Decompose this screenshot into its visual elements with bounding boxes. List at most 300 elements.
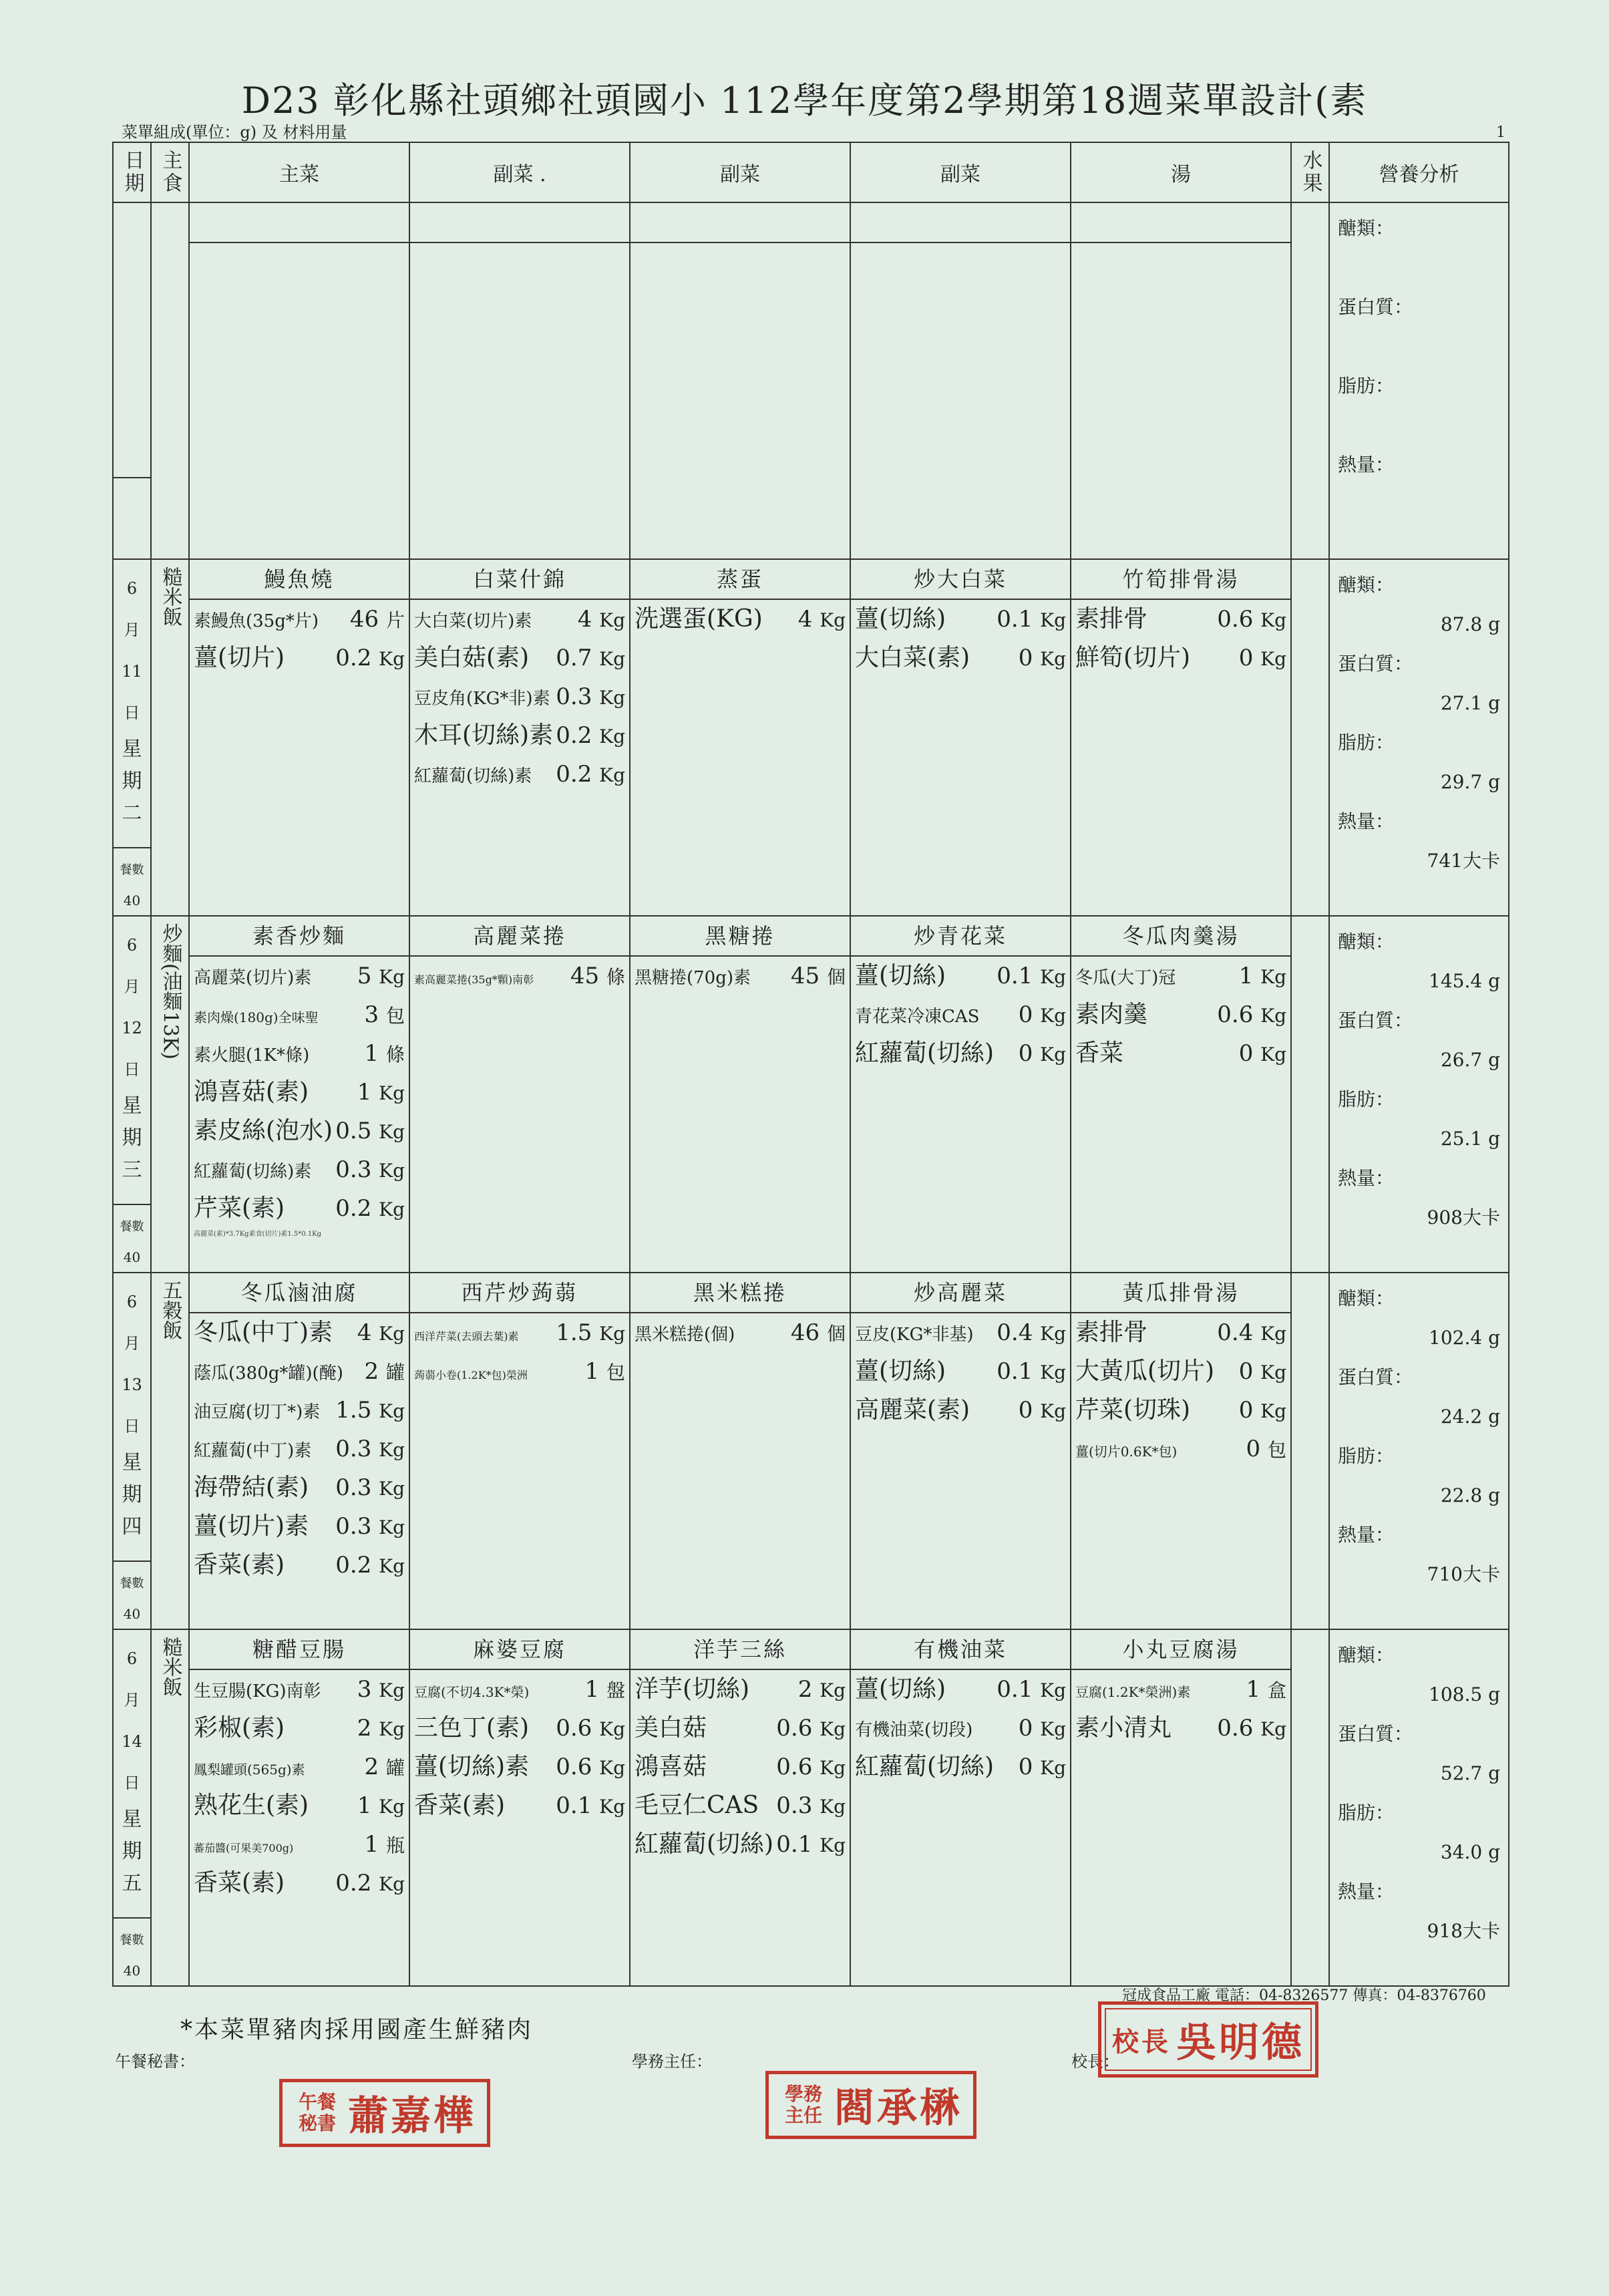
fruit-cell [1291, 559, 1329, 916]
ingredient-name: 美白菇 [635, 1714, 707, 1742]
ingredient-name: 紅蘿蔔(切絲) [855, 1753, 995, 1780]
ingredient-name: 冬瓜(中丁)素 [194, 1319, 333, 1346]
meal-count: 40 [123, 892, 141, 909]
ingredient-qty: 0 Kg [1238, 645, 1286, 671]
ingredient-row [190, 995, 409, 1034]
date-day-unit: 日 [124, 703, 140, 722]
ingredient-name: 紅蘿蔔(切絲) [635, 1830, 774, 1858]
ingredient-qty: 0.6 Kg [776, 1715, 846, 1742]
ingredient-name: 蒟蒻小卷(1.2K*包)榮洲 [414, 1369, 528, 1381]
principal-label: 校長： [1071, 2052, 1119, 2071]
ingredient-qty: 1 條 [364, 1040, 405, 1067]
ingredient-row [631, 957, 850, 995]
ingredient-qty: 2 Kg [357, 1715, 405, 1742]
ingredient-qty: 0.5 Kg [335, 1118, 405, 1144]
ingredient-row [190, 1825, 409, 1864]
nutrition-protein-label: 蛋白質： [1338, 1366, 1413, 1388]
dish-name: 炒高麗菜 [851, 1273, 1070, 1313]
ingredient-row [851, 1391, 1070, 1430]
side3-cell [850, 1273, 1071, 1629]
ingredient-name: 薑(切片)素 [194, 1512, 309, 1540]
ingredient-row [190, 600, 409, 639]
ingredient-qty: 0.1 Kg [997, 963, 1066, 989]
page-number: 1 [1496, 124, 1505, 141]
ingredient-qty: 0.3 Kg [335, 1513, 405, 1540]
ingredient-name: 素肉羹 [1075, 1001, 1148, 1028]
ingredient-row [1071, 1391, 1290, 1430]
ingredient-row [190, 1864, 409, 1903]
ingredient-row [851, 600, 1070, 639]
ingredient-row [631, 1313, 850, 1352]
header-soup: 湯 [1071, 142, 1291, 202]
ingredient-qty: 4 Kg [577, 606, 625, 633]
date-day-unit: 日 [124, 1060, 140, 1079]
nutrition-fat-label: 脂肪： [1338, 1802, 1395, 1824]
meal-count: 40 [123, 1606, 141, 1622]
weekday: 星 期 五 [122, 1808, 142, 1895]
ingredient-row [190, 1709, 409, 1748]
nutrition-protein-label: 蛋白質： [1338, 296, 1413, 318]
header-side1: 副菜 . [409, 142, 630, 202]
date-day: 13 [122, 1375, 142, 1394]
staple-name: 糙米飯 [158, 566, 182, 627]
ingredient-qty: 0.2 Kg [556, 761, 625, 788]
date-month-unit: 月 [124, 977, 140, 996]
date-month-unit: 月 [124, 621, 140, 639]
nutrition-carbs-value: 87.8 g [1440, 613, 1500, 635]
ingredient-row [1071, 1034, 1290, 1073]
dish-name: 黃瓜排骨湯 [1071, 1273, 1290, 1313]
nutrition-carbs-value: 102.4 g [1429, 1327, 1500, 1349]
meal-count-label: 餐數 [120, 1220, 144, 1234]
staple-cell [151, 559, 189, 916]
dish-name: 黑米糕捲 [631, 1273, 850, 1313]
weekday: 星 期 四 [122, 1451, 142, 1538]
nutrition-cell [1329, 559, 1509, 916]
principal-stamp: 校長 吳明德 [1098, 2001, 1318, 2078]
ingredient-qty: 0.6 Kg [1217, 1715, 1286, 1742]
side2-cell [630, 1273, 850, 1629]
ingredient-qty: 0.3 Kg [556, 683, 625, 710]
ingredient-row [410, 957, 629, 995]
nutrition-fat-value: 22.8 g [1440, 1484, 1500, 1506]
date-month: 6 [126, 579, 138, 598]
ingredient-row [1071, 639, 1290, 677]
nutrition-cell [1329, 1629, 1509, 1986]
director-stamp: 學務主任 閻承楙 [765, 2071, 976, 2139]
nutrition-carbs-value: 145.4 g [1429, 970, 1500, 992]
nutrition-protein-label: 蛋白質： [1338, 653, 1413, 675]
ingredient-row [1071, 995, 1290, 1034]
ingredient-name: 大白菜(素) [855, 644, 970, 671]
ingredient-name: 素火腿(1K*條) [194, 1045, 310, 1065]
nutrition-fat-label: 脂肪： [1338, 375, 1395, 397]
ingredient-qty: 0.1 Kg [997, 1676, 1066, 1703]
nutrition-carbs-label: 醣類： [1338, 931, 1395, 953]
ingredient-name: 木耳(切絲)素 [414, 721, 554, 749]
ingredient-name: 黑糖捲(70g)素 [635, 968, 751, 988]
date-day-unit: 日 [124, 1774, 140, 1792]
ingredient-name: 毛豆仁CAS [635, 1792, 759, 1819]
ingredient-qty: 1 Kg [357, 1792, 405, 1819]
side2-cell [630, 559, 850, 916]
ingredient-row [410, 1352, 629, 1391]
nutrition-cell [1329, 202, 1509, 559]
date-cell [113, 1629, 151, 1986]
dish-name: 素香炒麵 [190, 917, 409, 957]
ingredient-row [1071, 1709, 1290, 1748]
ingredient-qty: 0.4 Kg [1217, 1319, 1286, 1346]
menu-table [112, 142, 1509, 1987]
pork-note: *本菜單豬肉採用國產生鮮豬肉 [180, 2016, 534, 2043]
nutrition-cell [1329, 916, 1509, 1273]
ingredient-name: 冬瓜(大丁)冠 [1075, 968, 1176, 988]
nutrition-fat-label: 脂肪： [1338, 731, 1395, 754]
ingredient-name: 香菜(素) [194, 1869, 285, 1897]
ingredient-qty: 0.1 Kg [997, 1358, 1066, 1385]
ingredient-name: 薑(切絲)素 [414, 1753, 530, 1780]
ingredient-name: 紅蘿蔔(切絲) [855, 1039, 995, 1067]
staple-cell [151, 1629, 189, 1986]
ingredient-name: 薑(切絲) [855, 605, 946, 633]
date-cell [113, 916, 151, 1273]
header-main: 主菜 [189, 142, 409, 202]
nutrition-protein-value: 52.7 g [1440, 1762, 1500, 1784]
date-cell [113, 1273, 151, 1629]
ingredient-qty: 1 Kg [1238, 963, 1286, 989]
ingredient-qty: 0.3 Kg [335, 1156, 405, 1183]
ingredient-qty: 3 包 [364, 1001, 405, 1028]
ingredient-name: 紅蘿蔔(中丁)素 [194, 1441, 312, 1461]
nutrition-carbs-value: 108.5 g [1429, 1683, 1500, 1705]
meal-count-label: 餐數 [120, 863, 144, 877]
ingredient-name: 素皮絲(泡水) [194, 1117, 333, 1144]
side1-cell [409, 1273, 630, 1629]
dish-name: 蒸蛋 [631, 560, 850, 600]
ingredient-name: 生豆腸(KG)南彰 [194, 1681, 321, 1701]
side3-cell [850, 916, 1071, 1273]
ingredient-name: 香菜 [1075, 1039, 1124, 1067]
side3-cell [850, 1629, 1071, 1986]
ingredient-row [631, 1825, 850, 1864]
ingredient-row [190, 1112, 409, 1150]
ingredient-row [190, 1430, 409, 1468]
ingredient-row [1071, 957, 1290, 995]
ingredient-row [410, 639, 629, 677]
ingredient-name: 豆腐(不切4.3K*榮) [414, 1684, 530, 1700]
dish-name: 高麗菜捲 [410, 917, 629, 957]
ingredient-name: 薑(切絲) [855, 1357, 946, 1385]
date-day: 11 [122, 662, 142, 681]
header-side2: 副菜 [630, 142, 850, 202]
side1-cell [409, 202, 630, 559]
nutrition-carbs-label: 醣類： [1338, 574, 1395, 596]
ingredient-row [410, 716, 629, 755]
date-day: 14 [122, 1732, 142, 1751]
ingredient-name: 豆皮角(KG*非)素 [414, 689, 550, 709]
ingredient-qty: 2 罐 [364, 1358, 405, 1385]
ingredient-qty: 0.2 Kg [335, 645, 405, 671]
side3-cell [850, 559, 1071, 916]
ingredient-row [190, 1189, 409, 1228]
ingredient-note: 高麗菜(素)*3.7Kg素食(切片)素1.5*0.1Kg [194, 1231, 322, 1238]
ingredient-name: 蕃茄醬(可果美700g) [194, 1842, 294, 1854]
dish-name: 西芹炒蒟蒻 [410, 1273, 629, 1313]
ingredient-qty: 0.3 Kg [335, 1436, 405, 1462]
soup-cell [1071, 1629, 1291, 1986]
ingredient-qty: 46 個 [790, 1319, 846, 1346]
day-row [113, 916, 1509, 1273]
staple-name: 糙米飯 [158, 1637, 182, 1697]
nutrition-fat-value: 34.0 g [1440, 1841, 1500, 1863]
ingredient-name: 素鰻魚(35g*片) [194, 611, 319, 631]
date-month-unit: 月 [124, 1334, 140, 1353]
ingredient-qty: 3 Kg [357, 1676, 405, 1703]
ingredient-qty: 45 個 [790, 963, 846, 989]
date-month-unit: 月 [124, 1691, 140, 1709]
ingredient-row [1071, 1313, 1290, 1352]
ingredient-qty: 0.1 Kg [997, 606, 1066, 633]
ingredient-qty: 1 盒 [1246, 1676, 1286, 1703]
ingredient-row [1071, 600, 1290, 639]
dish-name: 白菜什錦 [410, 560, 629, 600]
nutrition-carbs-label: 醣類： [1338, 1287, 1395, 1309]
nutrition-protein-value: 24.2 g [1440, 1406, 1500, 1428]
ingredient-name: 黑米糕捲(個) [635, 1325, 735, 1345]
ingredient-qty: 0.2 Kg [335, 1870, 405, 1897]
fruit-cell [1291, 1273, 1329, 1629]
nutrition-calories-value: 908大卡 [1427, 1206, 1500, 1228]
ingredient-row [851, 1034, 1070, 1073]
ingredient-row [190, 1468, 409, 1507]
ingredient-name: 海帶結(素) [194, 1474, 309, 1501]
day-row [113, 1273, 1509, 1629]
day-row [113, 559, 1509, 916]
staple-cell [151, 1273, 189, 1629]
ingredient-qty: 0 Kg [1238, 1397, 1286, 1424]
ingredient-qty: 0 Kg [1018, 1040, 1066, 1067]
ingredient-row [190, 1507, 409, 1546]
dish-name: 有機油菜 [851, 1630, 1070, 1670]
ingredient-name: 豆腐(1.2K*榮洲)素 [1075, 1684, 1191, 1700]
soup-cell [1071, 202, 1291, 559]
ingredient-name: 素肉燥(180g)全味聖 [194, 1009, 319, 1025]
ingredient-qty: 0.2 Kg [335, 1195, 405, 1222]
ingredient-row [410, 1709, 629, 1748]
ingredient-qty: 0.1 Kg [776, 1831, 846, 1858]
dish-name: 洋芋三絲 [631, 1630, 850, 1670]
side2-cell [630, 202, 850, 559]
dish-name: 冬瓜滷油腐 [190, 1273, 409, 1313]
ingredient-row [851, 1352, 1070, 1391]
ingredient-row [190, 1786, 409, 1825]
nutrition-calories-label: 熱量： [1338, 810, 1395, 832]
ingredient-qty: 1 瓶 [364, 1831, 405, 1858]
side1-cell [409, 559, 630, 916]
ingredient-qty: 0.3 Kg [776, 1792, 846, 1819]
nutrition-fat-value: 25.1 g [1440, 1128, 1500, 1150]
nutrition-calories-value: 741大卡 [1427, 850, 1500, 872]
ingredient-qty: 4 Kg [797, 606, 846, 633]
date-month: 6 [126, 936, 138, 955]
nutrition-calories-value: 710大卡 [1427, 1563, 1500, 1585]
ingredient-name: 西洋芹菜(去頭去葉)素 [414, 1330, 519, 1343]
ingredient-row [190, 1546, 409, 1585]
nutrition-fat-value: 29.7 g [1440, 771, 1500, 793]
nutrition-calories-label: 熱量： [1338, 1167, 1395, 1189]
ingredient-row [631, 600, 850, 639]
ingredient-row [190, 1313, 409, 1352]
ingredient-name: 洋芋(切絲) [635, 1675, 750, 1703]
ingredient-name: 芹菜(素) [194, 1194, 285, 1222]
ingredient-name: 芹菜(切珠) [1075, 1396, 1191, 1424]
main-cell [189, 559, 409, 916]
ingredient-qty: 0 Kg [1018, 1001, 1066, 1028]
date-cell [113, 559, 151, 916]
ingredient-row [631, 1786, 850, 1825]
fruit-cell [1291, 202, 1329, 559]
ingredient-qty: 0.6 Kg [556, 1715, 625, 1742]
day-row [113, 1629, 1509, 1986]
ingredient-name: 鴻喜菇(素) [194, 1078, 309, 1106]
date-cell [113, 202, 151, 559]
ingredient-qty: 0 Kg [1018, 645, 1066, 671]
side1-cell [409, 1629, 630, 1986]
staple-name: 炒麵(油麵13K) [158, 923, 182, 1059]
ingredient-name: 油豆腐(切丁*)素 [194, 1402, 321, 1422]
ingredient-qty: 0.1 Kg [556, 1792, 625, 1819]
ingredient-qty: 0 Kg [1018, 1397, 1066, 1424]
ingredient-name: 三色丁(素) [414, 1714, 530, 1742]
dish-name: 黑糖捲 [631, 917, 850, 957]
fruit-cell [1291, 916, 1329, 1273]
subtitle: 菜單組成(單位：g) 及 材料用量 [122, 123, 347, 142]
staple-cell [151, 202, 189, 559]
ingredient-name: 熟花生(素) [194, 1792, 309, 1819]
ingredient-row [851, 957, 1070, 995]
ingredient-row [190, 1391, 409, 1430]
soup-cell [1071, 916, 1291, 1273]
ingredient-row [851, 639, 1070, 677]
ingredient-qty: 46 片 [349, 606, 405, 633]
ingredient-qty: 1 Kg [357, 1079, 405, 1106]
main-cell [189, 916, 409, 1273]
nutrition-fat-label: 脂肪： [1338, 1088, 1395, 1110]
ingredient-qty: 1 包 [584, 1358, 625, 1385]
ingredient-row [1071, 1430, 1290, 1468]
ingredient-name: 薑(切絲) [855, 1675, 946, 1703]
nutrition-fat-label: 脂肪： [1338, 1445, 1395, 1467]
ingredient-qty: 0.3 Kg [335, 1474, 405, 1501]
nutrition-protein-value: 26.7 g [1440, 1049, 1500, 1071]
ingredient-row [190, 1073, 409, 1112]
nutrition-calories-label: 熱量： [1338, 1524, 1395, 1546]
meal-count: 40 [123, 1249, 141, 1265]
ingredient-name: 豆皮(KG*非基) [855, 1325, 974, 1345]
dish-name: 鰻魚燒 [190, 560, 409, 600]
ingredient-qty: 0.6 Kg [1217, 1001, 1286, 1028]
ingredient-row [410, 677, 629, 716]
ingredient-name: 素排骨 [1075, 605, 1148, 633]
staple-cell [151, 916, 189, 1273]
side2-cell [630, 1629, 850, 1986]
ingredient-qty: 0.6 Kg [776, 1754, 846, 1780]
date-month: 6 [126, 1293, 138, 1311]
ingredient-qty: 4 Kg [357, 1319, 405, 1346]
side1-cell [409, 916, 630, 1273]
date-day: 12 [122, 1019, 142, 1037]
ingredient-name: 大黃瓜(切片) [1075, 1357, 1215, 1385]
ingredient-row [190, 1748, 409, 1786]
secretary-stamp: 午餐秘書 蕭嘉樺 [279, 2079, 490, 2147]
ingredient-row [851, 1748, 1070, 1786]
ingredient-row [190, 1670, 409, 1709]
ingredient-row [631, 1670, 850, 1709]
ingredient-name: 有機油菜(切段) [855, 1720, 973, 1740]
ingredient-name: 素小清丸 [1075, 1714, 1172, 1742]
director-label: 學務主任： [632, 2052, 712, 2071]
ingredient-name: 洗選蛋(KG) [635, 605, 763, 633]
ingredient-row [190, 1150, 409, 1189]
side2-cell [630, 916, 850, 1273]
dish-name: 炒青花菜 [851, 917, 1070, 957]
ingredient-row [851, 1709, 1070, 1748]
soup-cell [1071, 1273, 1291, 1629]
ingredient-row [410, 1748, 629, 1786]
ingredient-name: 蔭瓜(380g*罐)(醃) [194, 1363, 343, 1383]
ingredient-name: 紅蘿蔔(切絲)素 [194, 1162, 312, 1182]
ingredient-row [410, 1670, 629, 1709]
company-info: 冠成食品工廠 電話：04-8326577 傳真：04-8376760 [1122, 1987, 1486, 2004]
ingredient-qty: 1 盤 [584, 1676, 625, 1703]
header-staple: 主食 [151, 142, 189, 202]
ingredient-row [851, 1313, 1070, 1352]
ingredient-row [851, 995, 1070, 1034]
ingredient-qty: 0.7 Kg [556, 645, 625, 671]
nutrition-calories-label: 熱量： [1338, 1880, 1395, 1903]
ingredient-name: 香菜(素) [414, 1792, 506, 1819]
ingredient-name: 薑(切片0.6K*包) [1075, 1444, 1178, 1460]
ingredient-name: 高麗菜(素) [855, 1396, 970, 1424]
ingredient-row [410, 1786, 629, 1825]
ingredient-name: 香菜(素) [194, 1551, 285, 1579]
ingredient-qty: 0 Kg [1238, 1358, 1286, 1385]
meal-count-label: 餐數 [120, 1933, 144, 1947]
ingredient-name: 素高麗菜捲(35g*顆)南彰 [414, 973, 534, 986]
ingredient-row [1071, 1352, 1290, 1391]
nutrition-protein-label: 蛋白質： [1338, 1009, 1413, 1031]
ingredient-name: 鳳梨罐頭(565g)素 [194, 1762, 305, 1778]
nutrition-cell [1329, 1273, 1509, 1629]
ingredient-name: 高麗菜(切片)素 [194, 968, 312, 988]
ingredient-name: 薑(切片) [194, 644, 285, 671]
dish-name: 麻婆豆腐 [410, 1630, 629, 1670]
nutrition-calories-value: 918大卡 [1427, 1920, 1500, 1942]
ingredient-row [851, 1670, 1070, 1709]
dish-name: 炒大白菜 [851, 560, 1070, 600]
ingredient-name: 薑(切絲) [855, 962, 946, 989]
ingredient-row [631, 1748, 850, 1786]
date-month: 6 [126, 1649, 138, 1668]
main-cell [189, 202, 409, 559]
ingredient-name: 青花菜冷凍CAS [855, 1007, 980, 1027]
header-side3: 副菜 [850, 142, 1071, 202]
dish-name: 竹筍排骨湯 [1071, 560, 1290, 600]
ingredient-qty: 0.6 Kg [556, 1754, 625, 1780]
ingredient-name: 鴻喜菇 [635, 1753, 707, 1780]
date-day-unit: 日 [124, 1417, 140, 1436]
nutrition-protein-label: 蛋白質： [1338, 1723, 1413, 1745]
